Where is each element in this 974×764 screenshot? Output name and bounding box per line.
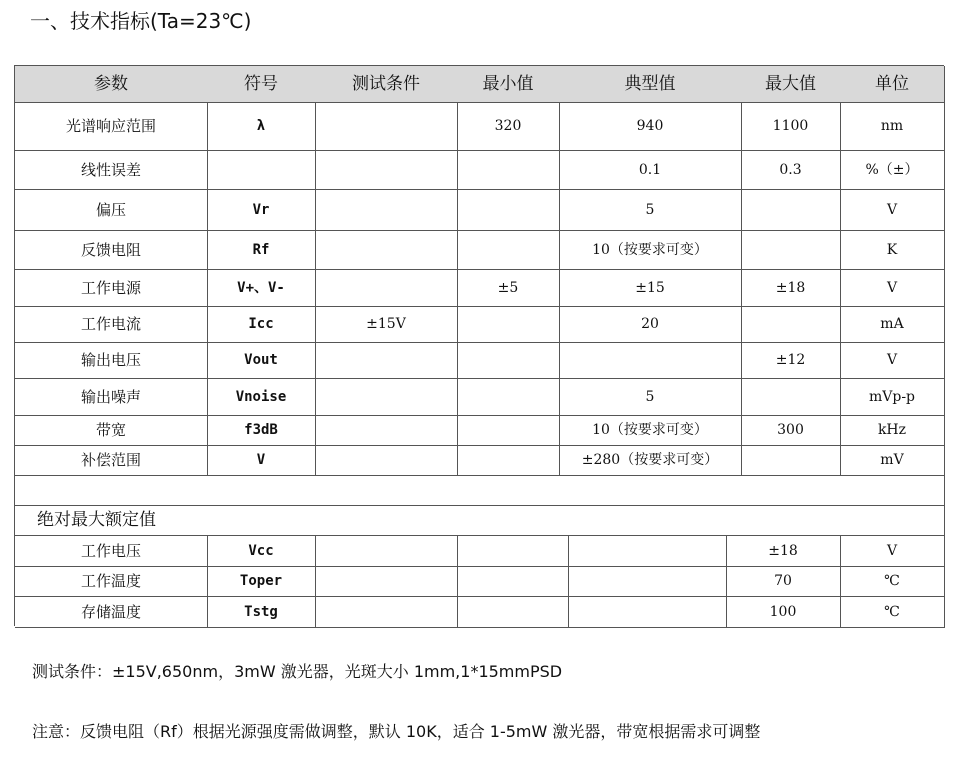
abs-unit-cell: ℃ — [840, 566, 945, 597]
typ-cell: 5 — [559, 378, 742, 416]
min-cell — [457, 150, 560, 190]
abs-empty-cell — [457, 596, 569, 628]
unit-cell: V — [840, 269, 945, 307]
header-param: 参数 — [15, 66, 208, 103]
header-symbol: 符号 — [207, 66, 316, 103]
param-cell: 输出电压 — [15, 342, 208, 379]
symbol-cell: Vout — [207, 342, 316, 379]
header-condition: 测试条件 — [315, 66, 458, 103]
typ-cell: 10（按要求可变） — [559, 230, 742, 270]
abs-empty-cell — [315, 535, 458, 567]
param-cell: 偏压 — [15, 189, 208, 231]
typ-cell: 940 — [559, 102, 742, 151]
min-cell — [457, 189, 560, 231]
section-title: 一、技术指标(Ta=23℃) — [30, 9, 252, 33]
min-cell — [457, 378, 560, 416]
condition-cell — [315, 150, 458, 190]
unit-cell: mVp-p — [840, 378, 945, 416]
abs-empty-cell — [568, 535, 727, 567]
condition-cell — [315, 445, 458, 476]
typ-cell: ±15 — [559, 269, 742, 307]
max-cell — [741, 378, 841, 416]
abs-max-title: 绝对最大额定值 — [15, 505, 945, 536]
min-cell — [457, 445, 560, 476]
param-cell: 线性误差 — [15, 150, 208, 190]
unit-cell: %（±） — [840, 150, 945, 190]
typ-cell: 20 — [559, 306, 742, 343]
typ-cell: 0.1 — [559, 150, 742, 190]
condition-cell — [315, 415, 458, 446]
abs-unit-cell: V — [840, 535, 945, 567]
condition-cell — [315, 189, 458, 231]
unit-cell: nm — [840, 102, 945, 151]
condition-cell — [315, 342, 458, 379]
max-cell — [741, 189, 841, 231]
header-unit: 单位 — [840, 66, 945, 103]
max-cell — [741, 445, 841, 476]
abs-empty-cell — [457, 535, 569, 567]
symbol-cell — [207, 150, 316, 190]
abs-empty-cell — [568, 596, 727, 628]
abs-symbol-cell: Tstg — [207, 596, 316, 628]
unit-cell: V — [840, 342, 945, 379]
abs-unit-cell: ℃ — [840, 596, 945, 628]
max-cell: 300 — [741, 415, 841, 446]
abs-max-cell: 70 — [726, 566, 841, 597]
max-cell: 1100 — [741, 102, 841, 151]
max-cell — [741, 230, 841, 270]
typ-cell: 5 — [559, 189, 742, 231]
abs-symbol-cell: Vcc — [207, 535, 316, 567]
min-cell — [457, 342, 560, 379]
symbol-cell: λ — [207, 102, 316, 151]
caution-note: 注意：反馈电阻（Rf）根据光源强度需做调整，默认 10K，适合 1-5mW 激光器，带宽根据需求可调整 — [32, 722, 761, 741]
unit-cell: kHz — [840, 415, 945, 446]
param-cell: 带宽 — [15, 415, 208, 446]
max-cell: 0.3 — [741, 150, 841, 190]
abs-empty-cell — [568, 566, 727, 597]
param-cell: 光谱响应范围 — [15, 102, 208, 151]
abs-param-cell: 存储温度 — [15, 596, 208, 628]
condition-cell — [315, 269, 458, 307]
unit-cell: K — [840, 230, 945, 270]
condition-cell — [315, 102, 458, 151]
abs-empty-cell — [315, 596, 458, 628]
symbol-cell: V+、V- — [207, 269, 316, 307]
spec-table — [14, 65, 944, 626]
max-cell: ±12 — [741, 342, 841, 379]
symbol-cell: Icc — [207, 306, 316, 343]
unit-cell: mA — [840, 306, 945, 343]
param-cell: 工作电源 — [15, 269, 208, 307]
param-cell: 输出噪声 — [15, 378, 208, 416]
unit-cell: V — [840, 189, 945, 231]
abs-max-cell: 100 — [726, 596, 841, 628]
min-cell — [457, 230, 560, 270]
symbol-cell: Vr — [207, 189, 316, 231]
max-cell: ±18 — [741, 269, 841, 307]
max-cell — [741, 306, 841, 343]
typ-cell — [559, 342, 742, 379]
blank-row — [15, 475, 945, 506]
header-max: 最大值 — [741, 66, 841, 103]
param-cell: 补偿范围 — [15, 445, 208, 476]
min-cell: ±5 — [457, 269, 560, 307]
symbol-cell: Vnoise — [207, 378, 316, 416]
abs-empty-cell — [457, 566, 569, 597]
condition-cell — [315, 378, 458, 416]
min-cell — [457, 306, 560, 343]
symbol-cell: f3dB — [207, 415, 316, 446]
abs-param-cell: 工作温度 — [15, 566, 208, 597]
param-cell: 工作电流 — [15, 306, 208, 343]
typ-cell: ±280（按要求可变） — [559, 445, 742, 476]
symbol-cell: V — [207, 445, 316, 476]
header-typ: 典型值 — [559, 66, 742, 103]
min-cell — [457, 415, 560, 446]
symbol-cell: Rf — [207, 230, 316, 270]
param-cell: 反馈电阻 — [15, 230, 208, 270]
abs-max-cell: ±18 — [726, 535, 841, 567]
abs-symbol-cell: Toper — [207, 566, 316, 597]
min-cell: 320 — [457, 102, 560, 151]
header-min: 最小值 — [457, 66, 560, 103]
typ-cell: 10（按要求可变） — [559, 415, 742, 446]
condition-cell — [315, 230, 458, 270]
unit-cell: mV — [840, 445, 945, 476]
test-condition-note: 测试条件：±15V,650nm，3mW 激光器，光斑大小 1mm,1*15mmPSD — [32, 662, 563, 681]
abs-param-cell: 工作电压 — [15, 535, 208, 567]
condition-cell: ±15V — [315, 306, 458, 343]
abs-empty-cell — [315, 566, 458, 597]
